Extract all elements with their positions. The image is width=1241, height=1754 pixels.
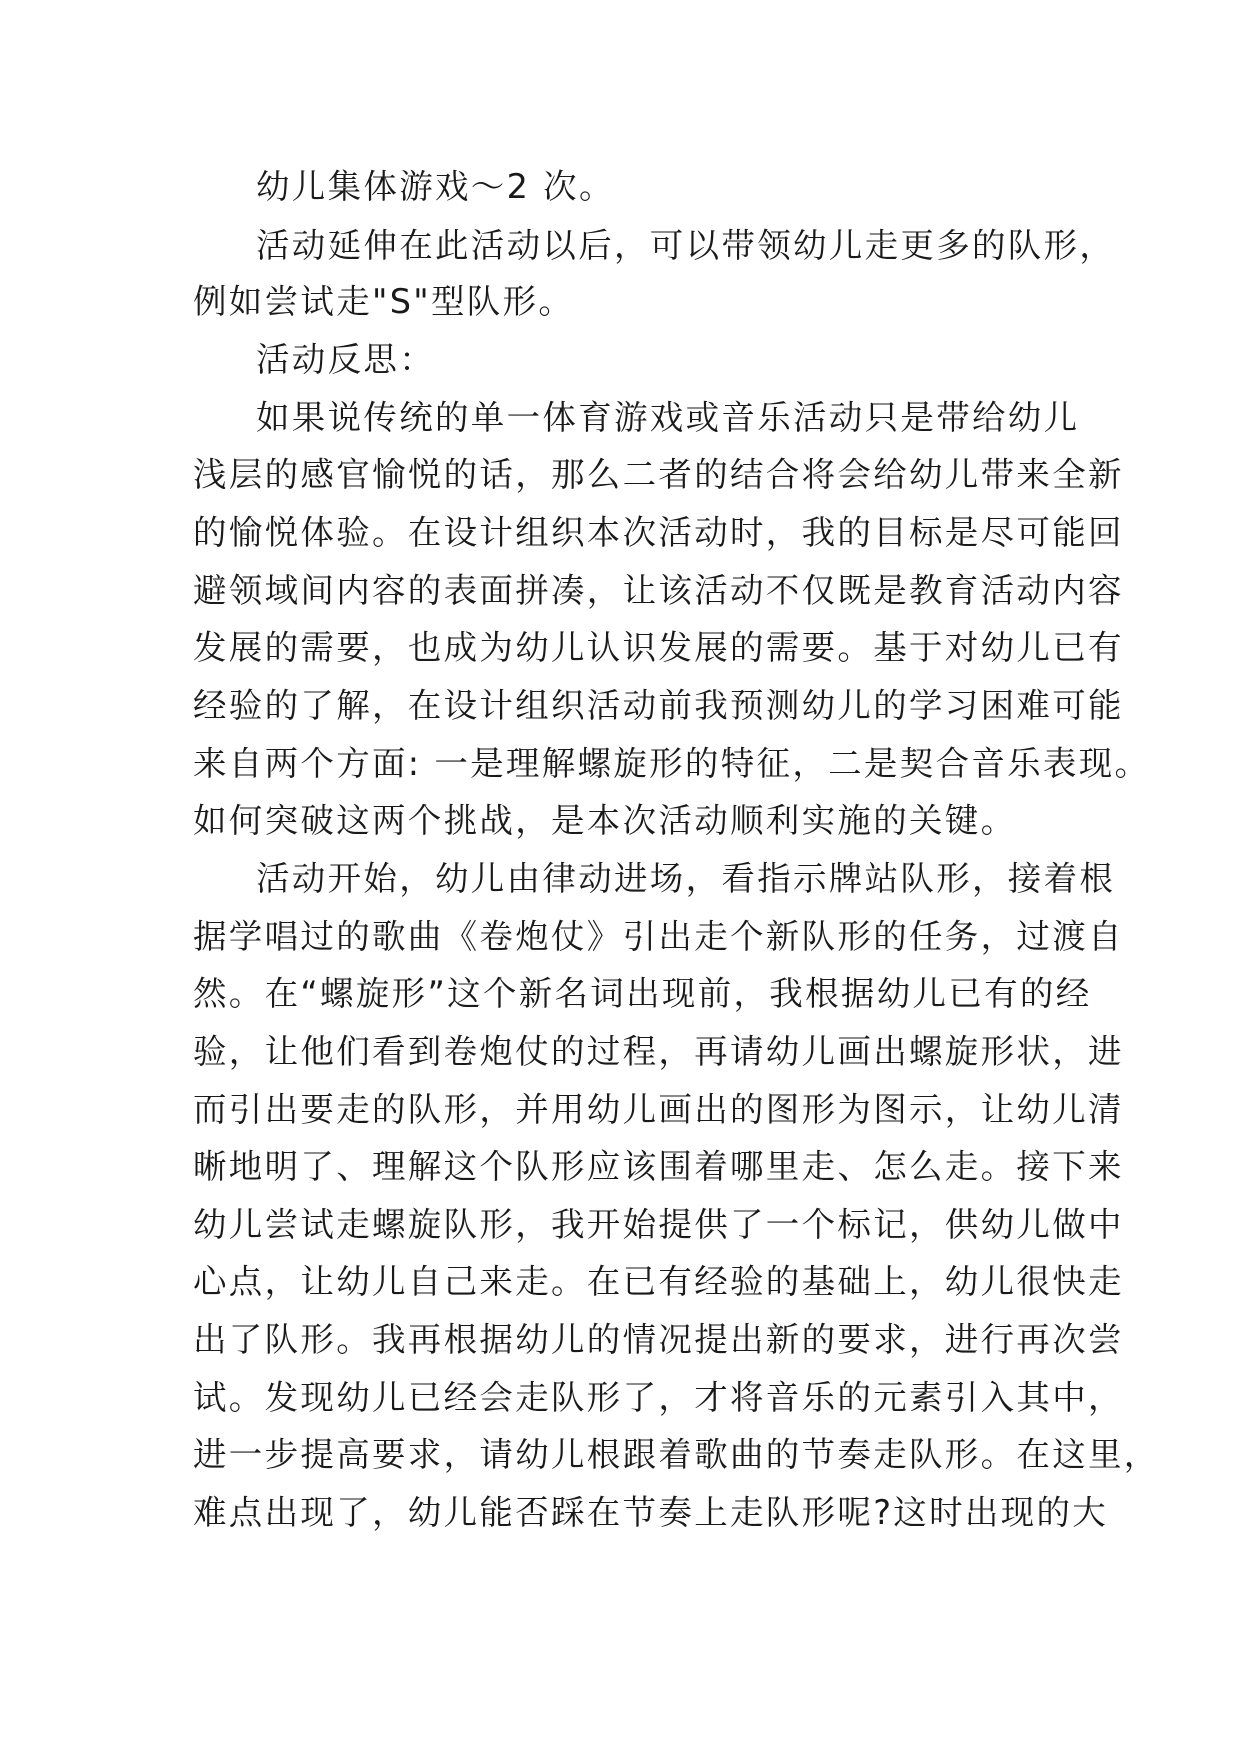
text-line: 心点，让幼儿自己来走。在已有经验的基础上，幼儿很快走 xyxy=(193,1262,1124,1301)
text-line: 然。在“螺旋形”这个新名词出现前，我根据幼儿已有的经 xyxy=(193,974,1092,1013)
text-line: 难点出现了，幼儿能否踩在节奏上走队形呢?这时出现的大 xyxy=(193,1493,1109,1532)
text-line: 如果说传统的单一体育游戏或音乐活动只是带给幼儿 xyxy=(256,398,1080,437)
text-line: 活动开始，幼儿由律动进场，看指示牌站队形，接着根 xyxy=(256,859,1116,898)
section-heading: 活动反思： xyxy=(256,340,435,379)
text-line: 来自两个方面: 一是理解螺旋形的特征，二是契合音乐表现。 xyxy=(193,744,1151,783)
text-line: 如何突破这两个挑战，是本次活动顺利实施的关键。 xyxy=(193,801,1017,840)
text-line: 经验的了解，在设计组织活动前我预测幼儿的学习困难可能 xyxy=(193,686,1124,725)
text-line: 避领域间内容的表面拼凑，让该活动不仅既是教育活动内容 xyxy=(193,571,1124,610)
text-line: 据学唱过的歌曲《卷炮仗》引出走个新队形的任务，过渡自 xyxy=(193,917,1124,956)
text-line: 幼儿集体游戏～2 次。 xyxy=(256,167,615,206)
text-line: 幼儿尝试走螺旋队形，我开始提供了一个标记，供幼儿做中 xyxy=(193,1205,1124,1244)
text-line: 出了队形。我再根据幼儿的情况提出新的要求，进行再次尝 xyxy=(193,1320,1124,1359)
text-line: 验，让他们看到卷炮仗的过程，再请幼儿画出螺旋形状，进 xyxy=(193,1032,1124,1071)
text-line: 例如尝试走"S"型队形。 xyxy=(193,282,575,321)
text-line: 发展的需要，也成为幼儿认识发展的需要。基于对幼儿已有 xyxy=(193,628,1124,667)
text-line: 浅层的感官愉悦的话，那么二者的结合将会给幼儿带来全新 xyxy=(193,455,1124,494)
text-line: 进一步提高要求，请幼儿根跟着歌曲的节奏走队形。在这里， xyxy=(193,1435,1160,1474)
text-line: 而引出要走的队形，并用幼儿画出的图形为图示，让幼儿清 xyxy=(193,1090,1124,1129)
text-line: 试。发现幼儿已经会走队形了，才将音乐的元素引入其中， xyxy=(193,1378,1124,1417)
text-line: 晰地明了、理解这个队形应该围着哪里走、怎么走。接下来 xyxy=(193,1147,1124,1186)
text-line: 的愉悦体验。在设计组织本次活动时，我的目标是尽可能回 xyxy=(193,513,1124,552)
text-line: 活动延伸在此活动以后，可以带领幼儿走更多的队形， xyxy=(256,226,1116,265)
